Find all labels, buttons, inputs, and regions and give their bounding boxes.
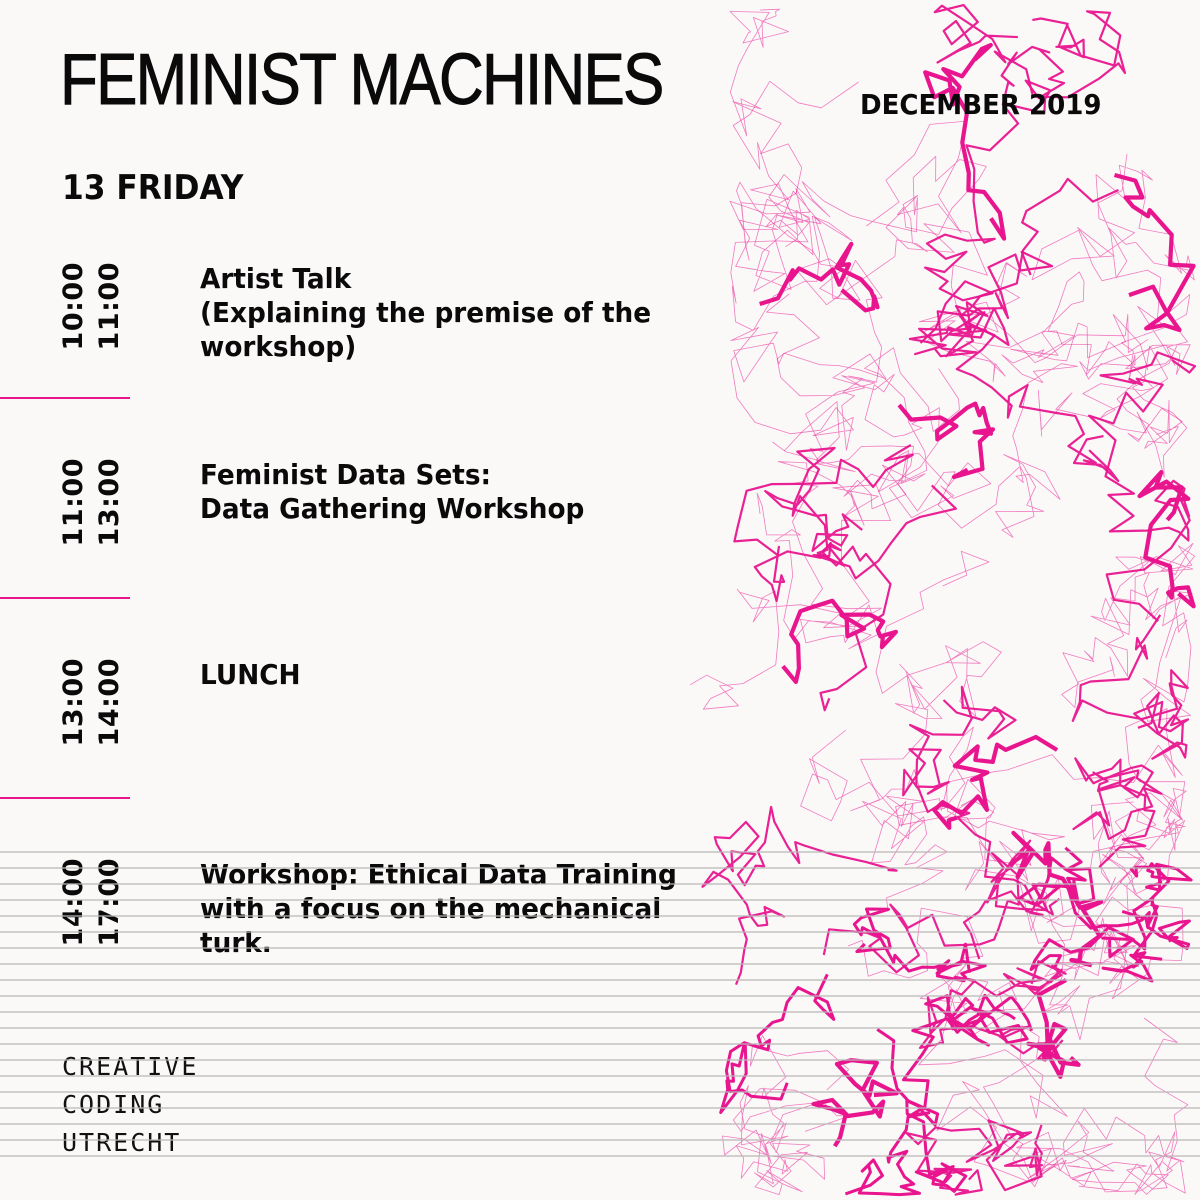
art-stroke <box>937 1018 1188 1195</box>
organizer-name <box>62 1048 198 1162</box>
art-stroke <box>910 252 1052 356</box>
organizer-line: UTRECHT <box>62 1128 182 1157</box>
slot-times <box>60 658 140 748</box>
slot-event-title: Feminist Data Sets: Data Gathering Workshop <box>200 458 585 525</box>
slot-times <box>60 262 140 352</box>
slot-start-time: 10:00 <box>58 262 89 351</box>
art-stroke <box>1115 175 1194 330</box>
organizer-line: CREATIVE <box>62 1052 199 1081</box>
slot-end-time: 17:00 <box>94 858 125 947</box>
slot-divider <box>0 397 130 399</box>
art-stroke <box>734 445 912 710</box>
organizer-line: CODING <box>62 1090 165 1119</box>
event-month: DECEMBER 2019 <box>860 88 1102 121</box>
art-stroke <box>1073 615 1188 759</box>
slot-start-time: 14:00 <box>58 858 89 947</box>
art-stroke <box>1032 154 1194 448</box>
art-stroke <box>899 404 993 477</box>
poster-title: FEMINIST MACHINES <box>60 40 663 120</box>
slot-start-time: 13:00 <box>58 658 89 747</box>
slot-event-title: Artist Talk (Explaining the premise of the workshop) <box>200 262 652 363</box>
art-stroke <box>703 807 897 985</box>
slot-divider <box>0 797 130 799</box>
art-stroke <box>731 81 882 450</box>
slot-event-title: LUNCH <box>200 658 301 691</box>
slot-end-time: 14:00 <box>94 658 125 747</box>
slot-end-time: 13:00 <box>94 458 125 547</box>
art-stroke <box>814 1060 897 1146</box>
art-stroke <box>783 601 896 682</box>
slot-end-time: 11:00 <box>94 262 125 351</box>
slot-divider <box>0 597 130 599</box>
slot-start-time: 11:00 <box>58 458 89 547</box>
art-stroke <box>1062 543 1195 721</box>
art-stroke <box>1031 898 1189 970</box>
art-stroke <box>730 121 986 291</box>
art-stroke <box>773 348 991 518</box>
art-stroke <box>935 5 1125 97</box>
art-stroke <box>925 45 1004 239</box>
art-stroke <box>1074 758 1162 867</box>
slot-event-title: Workshop: Ethical Data Training with a focus on the mechanical turk. <box>200 858 677 959</box>
art-stroke <box>721 974 834 1112</box>
event-day: 13 FRIDAY <box>62 168 244 208</box>
slot-times <box>60 858 140 948</box>
slot-times <box>60 458 140 548</box>
